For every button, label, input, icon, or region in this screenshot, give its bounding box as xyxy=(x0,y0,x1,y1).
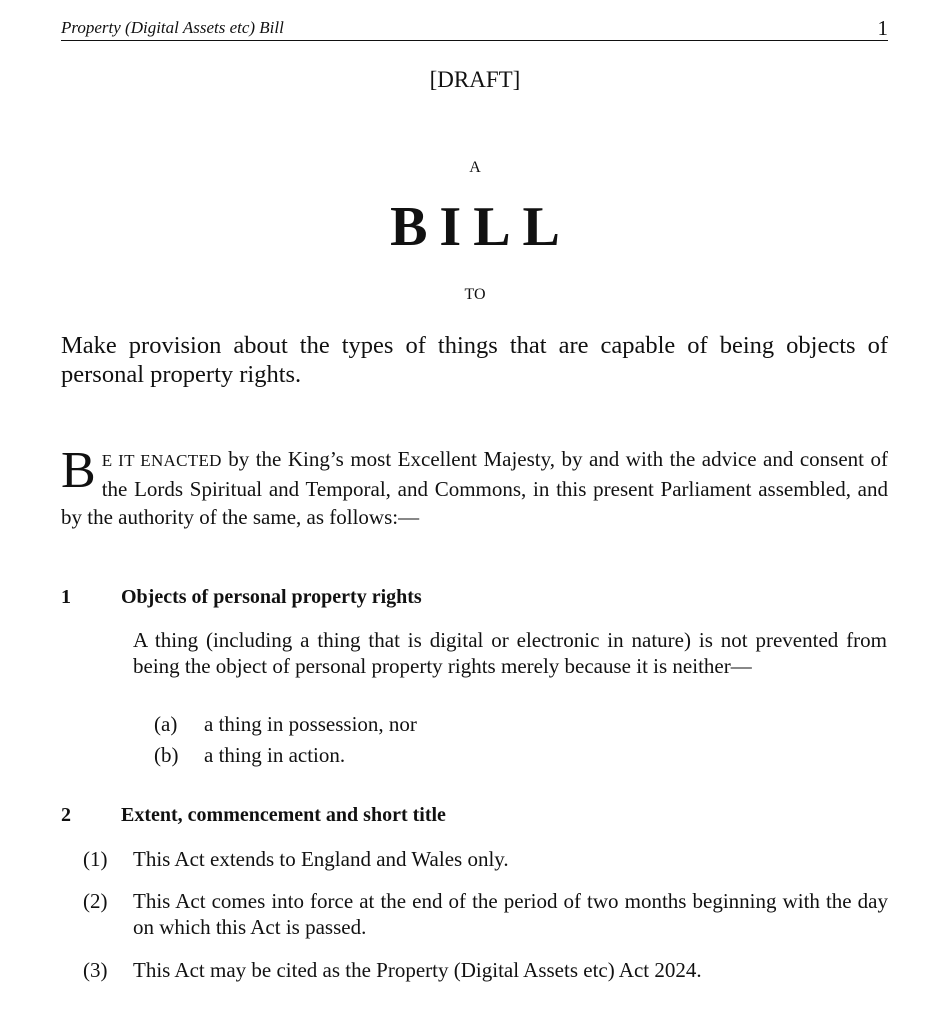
page-number: 1 xyxy=(877,16,888,40)
paragraph-text: a thing in possession, nor xyxy=(204,712,417,736)
section-heading: Objects of personal property rights xyxy=(121,586,422,608)
bill-to: TO xyxy=(464,286,486,303)
running-header xyxy=(61,16,888,41)
section-body: A thing (including a thing that is digital or electronic in nature) is not prevented from being the object of personal property rights merely because it is neither— xyxy=(133,628,887,678)
paragraph-label: (b) xyxy=(154,743,179,767)
paragraph-label: (a) xyxy=(154,712,178,736)
subsection-text: This Act comes into force at the end of the period of two months beginning with the day on which this Act is passed. xyxy=(133,889,888,939)
running-title: Property (Digital Assets etc) Bill xyxy=(61,18,284,37)
subsection-text: This Act extends to England and Wales only. xyxy=(133,847,509,871)
bill-title: BILL xyxy=(390,196,572,258)
draft-label: [DRAFT] xyxy=(429,67,521,92)
long-title: Make provision about the types of things that are capable of being objects of personal property rights. xyxy=(61,332,888,388)
section-number: 1 xyxy=(61,586,71,608)
paragraph-text: a thing in action. xyxy=(204,743,346,767)
section-heading: Extent, commencement and short title xyxy=(121,804,446,826)
subsection-label: (1) xyxy=(83,847,108,871)
dropcap-letter: B xyxy=(61,442,96,499)
enacting-smallcaps: E IT ENACTED xyxy=(101,451,222,470)
bill-article: A xyxy=(469,159,481,176)
enacting-text: by the King’s most Excellent Majesty, by and with the advice and consent of the Lords Spiritual and Temporal, and Commons, in this present Parliament assembled, and by the authority of the same, as follows:— xyxy=(61,447,888,529)
section-number: 2 xyxy=(61,804,71,826)
subsection-text: This Act may be cited as the Property (Digital Assets etc) Act 2024. xyxy=(133,958,702,982)
subsection-label: (3) xyxy=(83,958,108,982)
subsection-label: (2) xyxy=(83,889,108,913)
enacting-formula xyxy=(61,442,888,531)
